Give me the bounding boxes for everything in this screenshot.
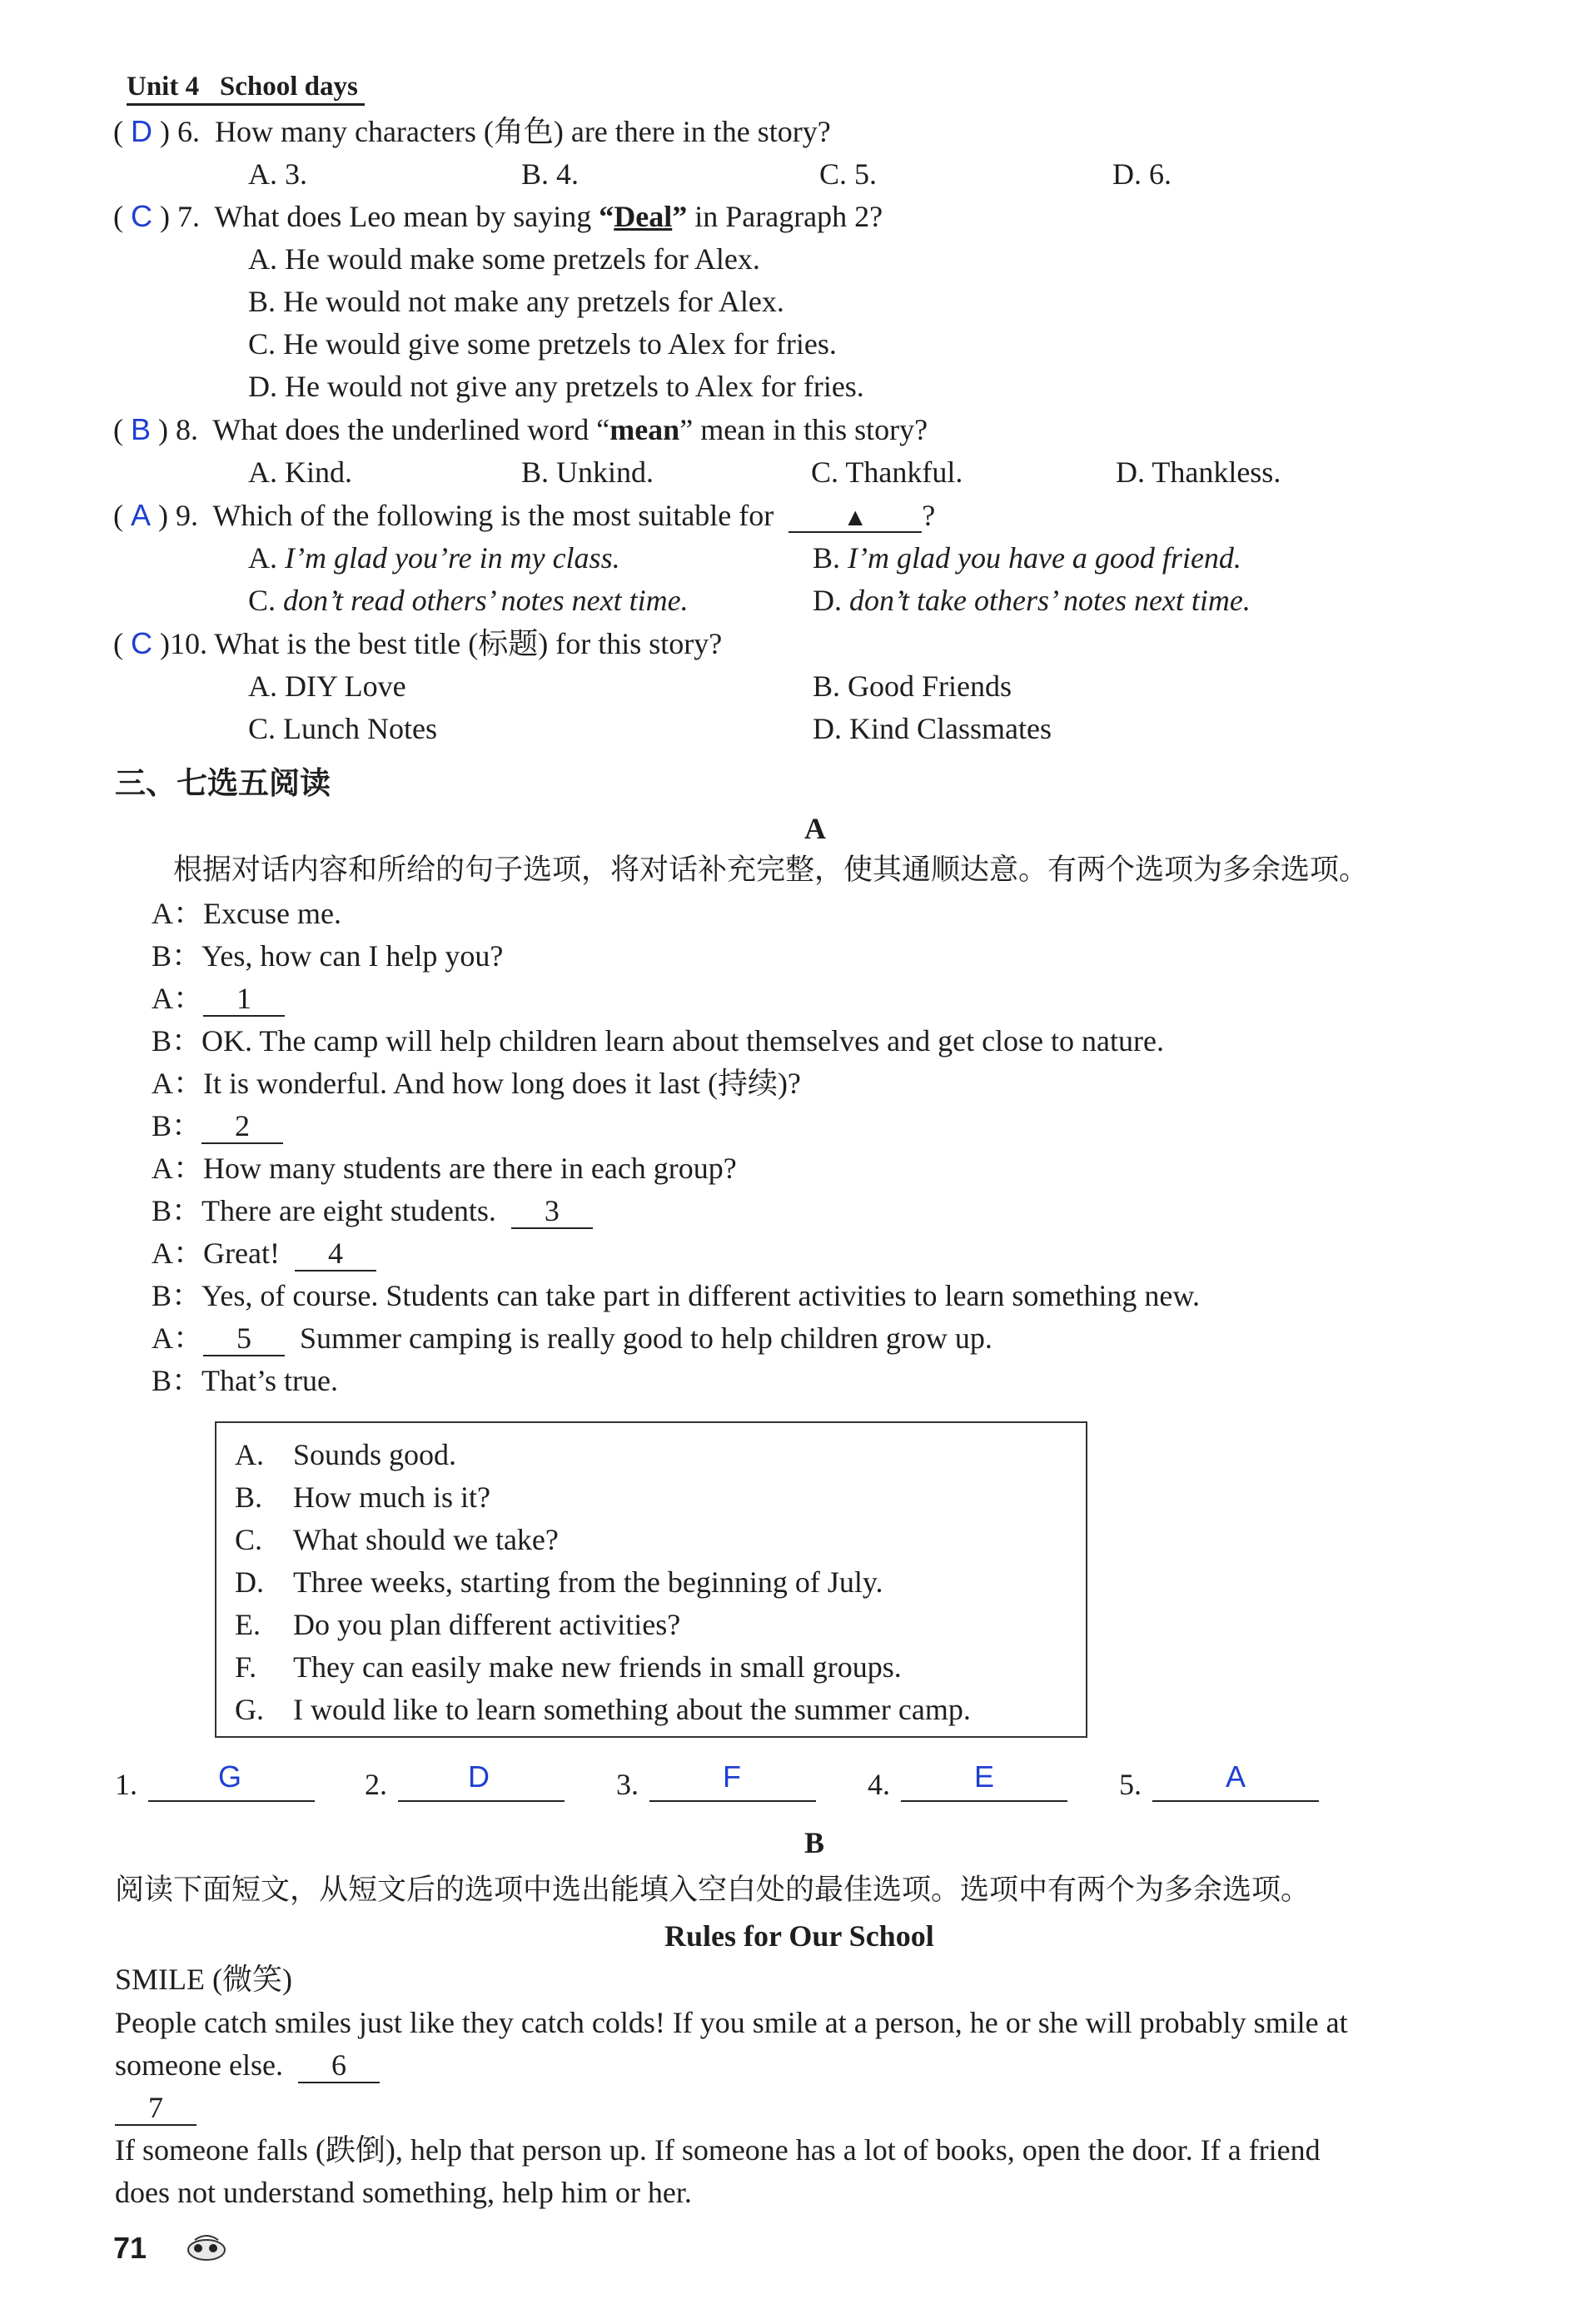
q8-option-c: C. Thankful. [811, 455, 963, 489]
dialogue-text: Yes, of course. Students can take part in different activities to learn something new. [201, 1279, 1201, 1312]
answer-2-number: 2. [365, 1768, 387, 1801]
option-text: Three weeks, starting from the beginning of July. [293, 1565, 883, 1599]
option-letter: B. [235, 1480, 263, 1514]
answer-3: F [723, 1759, 741, 1794]
question-stem-end: ? [922, 499, 936, 532]
box-option-a [235, 1439, 456, 1472]
q9-option-c [248, 585, 689, 618]
page-number: 71 [113, 2231, 147, 2265]
dialogue-line [152, 1280, 1200, 1313]
q6-option-c: C. 5. [819, 157, 878, 191]
dialogue-line [152, 1025, 1164, 1058]
question-stem-end: in Paragraph 2? [687, 200, 883, 233]
question-7: ( C ) 7. What does Leo mean by saying “Deal” in Paragraph 2? [113, 199, 883, 233]
blank-7: 7 [115, 2093, 197, 2126]
dialogue-text: Summer camping is really good to help children grow up. [300, 1321, 992, 1355]
unit-title: School days [219, 72, 358, 102]
question-stem: What does Leo mean by saying [214, 200, 599, 233]
quote-open: “ [599, 200, 614, 233]
question-number: 10. [170, 627, 207, 660]
q7-option-c: C. He would give some pretzels to Alex for fries. [248, 327, 837, 361]
dialogue-text: It is wonderful. And how long does it last (持续)? [203, 1067, 801, 1100]
deal-word: Deal [614, 200, 673, 233]
answer-9: A [131, 498, 152, 532]
answer-1-number: 1. [115, 1768, 137, 1801]
q10-option-a: A. DIY Love [248, 669, 406, 703]
blank-4: 4 [295, 1238, 376, 1271]
question-6: ( D ) 6. How many characters (角色) are there in the story? [113, 114, 831, 148]
question-number: 6. [177, 115, 200, 148]
speaker: B： [152, 1109, 202, 1142]
q7-option-d: D. He would not give any pretzels to Alex for fries. [248, 370, 864, 403]
option-text: Sounds good. [293, 1438, 457, 1471]
dialogue-line [152, 1365, 338, 1398]
question-number: 7. [177, 200, 200, 233]
blank-1: 1 [203, 983, 285, 1017]
question-10: ( C )10. What is the best title (标题) for this story? [113, 626, 723, 660]
answer-4-number: 4. [868, 1768, 890, 1801]
q7-option-a: A. He would make some pretzels for Alex. [248, 242, 760, 276]
quote-close: ” [672, 200, 688, 233]
q10-option-d: D. Kind Classmates [813, 712, 1052, 745]
option-text: What should we take? [293, 1523, 559, 1556]
answer-1-line [148, 1800, 315, 1802]
answer-2-line [398, 1800, 565, 1802]
dialogue-line [152, 983, 285, 1017]
part-b-instruction: 阅读下面短文，从短文后的选项中选出能填入空白处的最佳选项。选项中有两个为多余选项。 [115, 1874, 1311, 1907]
box-option-g [235, 1694, 971, 1727]
option-text: Do you plan different activities? [293, 1608, 681, 1641]
dialogue-line [152, 940, 503, 973]
unit-label: Unit 4 [127, 72, 200, 102]
question-stem-end: ” mean in this story? [679, 413, 928, 446]
smile-heading: SMILE (微笑) [115, 1963, 292, 1996]
dialogue-text: Yes, how can I help you? [201, 939, 504, 973]
answer-2: D [468, 1759, 490, 1794]
option-letter: B. [813, 541, 841, 575]
option-letter: C. [235, 1523, 263, 1556]
q6-option-d: D. 6. [1112, 157, 1172, 191]
section-title: 三、七选五阅读 [115, 765, 331, 801]
answer-1: G [218, 1759, 242, 1794]
dialogue-line [152, 1152, 737, 1186]
option-text: I’m glad you’re in my class. [285, 541, 620, 575]
q9-option-a [248, 542, 620, 575]
q10-option-c: C. Lunch Notes [248, 712, 437, 745]
dialogue-text: How many students are there in each group? [203, 1152, 737, 1185]
option-text: don’t read others’ notes next time. [283, 584, 689, 617]
box-option-f [235, 1651, 902, 1685]
answer-3-line [649, 1800, 816, 1802]
triangle-blank: ▲ [788, 505, 922, 533]
speaker: A： [152, 1067, 203, 1100]
question-stem: Which of the following is the most suitable for [212, 499, 774, 532]
speaker: B： [152, 1194, 202, 1227]
paragraph-text: someone else. [115, 2048, 283, 2082]
paragraph-2-line-2: does not understand something, help him or her. [115, 2176, 692, 2209]
passage-title: Rules for Our School [664, 1919, 934, 1953]
answer-3-number: 3. [616, 1768, 639, 1801]
question-stem: What is the best title (标题) for this story? [214, 627, 723, 660]
paragraph-1-line-2 [115, 2049, 380, 2083]
option-letter: E. [235, 1608, 261, 1641]
option-letter: A. [248, 541, 277, 575]
dialogue-text: That’s true. [201, 1364, 338, 1397]
option-text: I would like to learn something about the summer camp. [293, 1693, 971, 1726]
paragraph-2-line-1: If someone falls (跌倒), help that person up. If someone has a lot of books, open the door. If a friend [115, 2133, 1321, 2167]
q7-option-b: B. He would not make any pretzels for Alex. [248, 285, 784, 318]
box-option-c [235, 1524, 559, 1557]
blank-6: 6 [298, 2050, 380, 2083]
q8-option-b: B. Unkind. [521, 455, 654, 489]
unit-header [127, 72, 365, 106]
q6-option-a: A. 3. [248, 157, 307, 191]
answer-7: C [131, 199, 152, 233]
part-a-instruction: 根据对话内容和所给的句子选项，将对话补充完整，使其通顺达意。有两个选项为多余选项。 [173, 853, 1369, 887]
q9-option-d [813, 585, 1251, 618]
blank-5: 5 [203, 1323, 285, 1356]
q8-option-d: D. Thankless. [1116, 455, 1281, 489]
answer-10: C [131, 626, 152, 660]
option-text: don’t take others’ notes next time. [849, 584, 1251, 617]
q10-option-b: B. Good Friends [813, 669, 1012, 703]
answer-5-number: 5. [1119, 1768, 1142, 1801]
box-option-e [235, 1609, 680, 1642]
part-a-label: A [804, 812, 826, 845]
answer-5-line [1152, 1800, 1319, 1802]
option-text: How much is it? [293, 1480, 490, 1514]
dialogue-line [152, 1322, 992, 1356]
mascot-icon [183, 2233, 230, 2269]
option-text: I’m glad you have a good friend. [848, 541, 1241, 575]
mean-word: mean [609, 413, 680, 446]
speaker: B： [152, 939, 202, 973]
option-letter: F. [235, 1650, 257, 1684]
dialogue-text: OK. The camp will help children learn about themselves and get close to nature. [201, 1024, 1164, 1057]
answer-8: B [131, 412, 152, 446]
answer-4: E [974, 1759, 995, 1794]
dialogue-line [152, 1067, 801, 1101]
part-b-label: B [804, 1826, 825, 1859]
dialogue-text: There are eight students. [201, 1194, 496, 1227]
speaker: A： [152, 982, 203, 1015]
question-8: ( B ) 8. What does the underlined word “mean” mean in this story? [113, 412, 928, 446]
option-text: They can easily make new friends in small groups. [293, 1650, 902, 1684]
answer-4-line [901, 1800, 1067, 1802]
speaker: A： [152, 1321, 203, 1355]
option-letter: G. [235, 1693, 264, 1726]
question-stem: How many characters (角色) are there in the story? [215, 115, 831, 148]
question-stem: What does the underlined word “ [212, 413, 610, 446]
dialogue-text: Excuse me. [203, 897, 341, 930]
speaker: A： [152, 897, 203, 930]
answer-5: A [1226, 1759, 1246, 1794]
speaker: A： [152, 1237, 203, 1270]
dialogue-line [152, 1195, 593, 1229]
question-number: 8. [176, 413, 199, 446]
question-number: 9. [176, 499, 199, 532]
q9-option-b [813, 542, 1241, 575]
speaker: B： [152, 1024, 202, 1057]
dialogue-line [152, 1237, 376, 1271]
speaker: B： [152, 1364, 202, 1397]
q8-option-a: A. Kind. [248, 455, 352, 489]
question-9: ( A ) 9. Which of the following is the most suitable for ▲ ? [113, 498, 936, 532]
option-letter: D. [235, 1565, 264, 1599]
dialogue-line [152, 898, 341, 931]
dialogue-text: Great! [203, 1237, 280, 1270]
speaker: A： [152, 1152, 203, 1185]
option-letter: C. [248, 584, 276, 617]
box-option-b [235, 1481, 490, 1515]
speaker: B： [152, 1279, 202, 1312]
blank-2: 2 [201, 1111, 283, 1144]
blank-3: 3 [511, 1196, 593, 1229]
paragraph-1-line-1: People catch smiles just like they catch colds! If you smile at a person, he or she will probably smile at [115, 2006, 1348, 2039]
q6-option-b: B. 4. [521, 157, 580, 191]
paragraph-blank-line [115, 2092, 197, 2126]
box-option-d [235, 1566, 883, 1600]
option-letter: D. [813, 584, 842, 617]
answer-6: D [131, 114, 152, 148]
option-letter: A. [235, 1438, 264, 1471]
dialogue-line [152, 1110, 283, 1144]
